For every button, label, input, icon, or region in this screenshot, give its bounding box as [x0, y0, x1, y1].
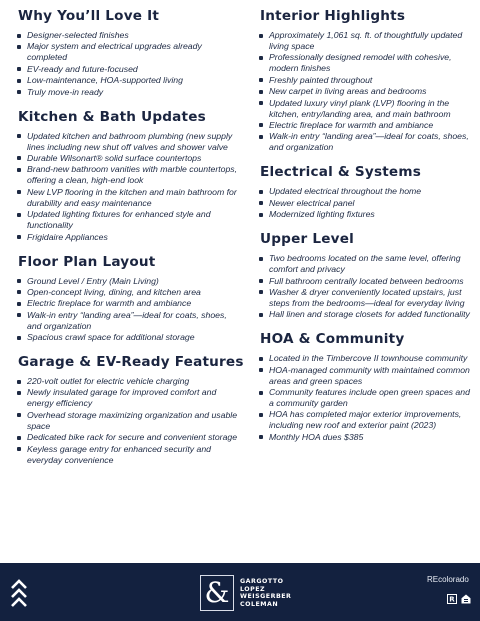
left-column — [14, 8, 244, 477]
bullet-list — [256, 30, 470, 153]
bullet-item: Newer electrical panel — [256, 198, 470, 209]
bullet-item: Monthly HOA dues $385 — [256, 432, 470, 443]
bullet-item: Truly move-in ready — [14, 87, 240, 98]
brokerage-name: GARGOTTO — [240, 578, 284, 585]
bullet-item: Low-maintenance, HOA-supported living — [14, 75, 240, 86]
bullet-item: Open-concept living, dining, and kitchen area — [14, 287, 240, 298]
right-column — [256, 8, 470, 454]
bullet-item: Spacious crawl space for additional storage — [14, 332, 240, 343]
bullet-item: Designer-selected finishes — [14, 30, 240, 41]
bullet-list — [14, 276, 240, 344]
section-floor-plan-layout — [14, 254, 240, 344]
bullet-item: EV-ready and future-focused — [14, 64, 240, 75]
bullet-list — [14, 131, 240, 243]
bullet-item: Community features include open green spaces and a community garden — [256, 387, 470, 409]
bullet-list — [256, 253, 470, 320]
section-interior-highlights — [256, 8, 470, 153]
bullet-item: Two bedrooms located on the same level, offering comfort and privacy — [256, 253, 470, 275]
bullet-item: HOA has completed major exterior improvements, including new roof and exterior paint (2023) — [256, 409, 470, 431]
bullet-list — [14, 30, 240, 98]
bullet-list — [256, 353, 470, 443]
bullet-item: Walk-in entry “landing area”—ideal for coats, shoes, and organization — [14, 310, 240, 332]
bullet-item: Electric fireplace for warmth and ambiance — [14, 298, 240, 309]
brokerage-names — [240, 578, 291, 608]
bullet-item: Approximately 1,061 sq. ft. of thoughtfully updated living space — [256, 30, 470, 52]
section-heading: Upper Level — [260, 231, 354, 248]
section-heading: Garage & EV-Ready Features — [18, 354, 244, 371]
bullet-item: Located in the Timbercove II townhouse community — [256, 353, 470, 364]
bullet-item: Modernized lighting fixtures — [256, 209, 470, 220]
bullet-item: New carpet in living areas and bedrooms — [256, 86, 470, 97]
bullet-item: Freshly painted throughout — [256, 75, 470, 86]
realtor-icon — [447, 591, 457, 604]
bullet-item: Overhead storage maximizing organization and usable space — [14, 410, 240, 432]
bullet-item: HOA-managed community with maintained common areas and green spaces — [256, 365, 470, 387]
section-electrical-and-systems — [256, 164, 470, 220]
brokerage-name: WEISGERBER — [240, 593, 292, 601]
section-heading: Kitchen & Bath Updates — [18, 108, 206, 125]
section-why-you-ll-love-it — [14, 8, 240, 98]
bullet-item: Dedicated bike rack for secure and convenient storage — [14, 432, 240, 443]
bullet-item: Updated electrical throughout the home — [256, 186, 470, 197]
section-heading: HOA & Community — [260, 331, 405, 348]
bullet-item: Updated luxury vinyl plank (LVP) flooring in the kitchen, entry/landing area, and main bathroom — [256, 98, 470, 120]
section-upper-level — [256, 231, 470, 320]
bullet-item: Washer & dryer conveniently located upstairs, just steps from the bedrooms—ideal for everyday living — [256, 287, 470, 309]
section-heading: Interior Highlights — [260, 8, 406, 24]
section-heading: Floor Plan Layout — [18, 253, 156, 270]
section-heading: Electrical & Systems — [260, 164, 422, 181]
bullet-item: Frigidaire Appliances — [14, 232, 240, 243]
equal-housing-icon — [461, 591, 471, 601]
brokerage-name: COLEMAN — [240, 600, 279, 608]
footer-bar — [0, 563, 480, 621]
bullet-item: Full bathroom centrally located between bedrooms — [256, 276, 470, 287]
mls-icons — [447, 591, 475, 604]
mls-watermark: REcolorado — [427, 575, 469, 584]
svg-text:R: R — [449, 595, 455, 604]
bullet-item: 220-volt outlet for electric vehicle charging — [14, 376, 240, 387]
section-garage-and-ev-ready-features — [14, 354, 244, 466]
bullet-item: Major system and electrical upgrades already completed — [14, 41, 240, 63]
bullet-item: Updated kitchen and bathroom plumbing (new supply lines including new shut off valves and shower valve — [14, 131, 240, 153]
section-kitchen-and-bath-updates — [14, 109, 240, 243]
bullet-item: Hall linen and storage closets for added functionality — [256, 309, 470, 320]
bullet-item: Durable Wilsonart® solid surface countertops — [14, 153, 240, 164]
bullet-item: New LVP flooring in the kitchen and main bathroom for durability and easy maintenance — [14, 187, 240, 209]
brokerage-name: LOPEZ — [240, 585, 266, 593]
bullet-item: Keyless garage entry for enhanced security and everyday convenience — [14, 444, 240, 466]
bullet-item: Electric fireplace for warmth and ambiance — [256, 120, 470, 131]
brokerage-logo — [200, 575, 330, 611]
bullet-item: Professionally designed remodel with cohesive, modern finishes — [256, 52, 470, 74]
bullet-item: Updated lighting fixtures for enhanced style and functionality — [14, 209, 240, 231]
triple-chevron-up-icon — [9, 577, 29, 609]
bullet-list — [256, 186, 470, 220]
section-heading: Why You’ll Love It — [18, 8, 160, 24]
section-hoa-and-community — [256, 331, 470, 443]
bullet-item: Newly insulated garage for improved comfort and energy efficiency — [14, 387, 240, 409]
bullet-item: Ground Level / Entry (Main Living) — [14, 276, 240, 287]
bullet-item: Walk-in entry “landing area”—ideal for coats, shoes, and organization — [256, 131, 470, 153]
ampersand-logo-mark: & — [200, 575, 234, 611]
bullet-item: Brand-new bathroom vanities with marble countertops, offering a clean, high-end look — [14, 164, 240, 186]
bullet-list — [14, 376, 240, 466]
